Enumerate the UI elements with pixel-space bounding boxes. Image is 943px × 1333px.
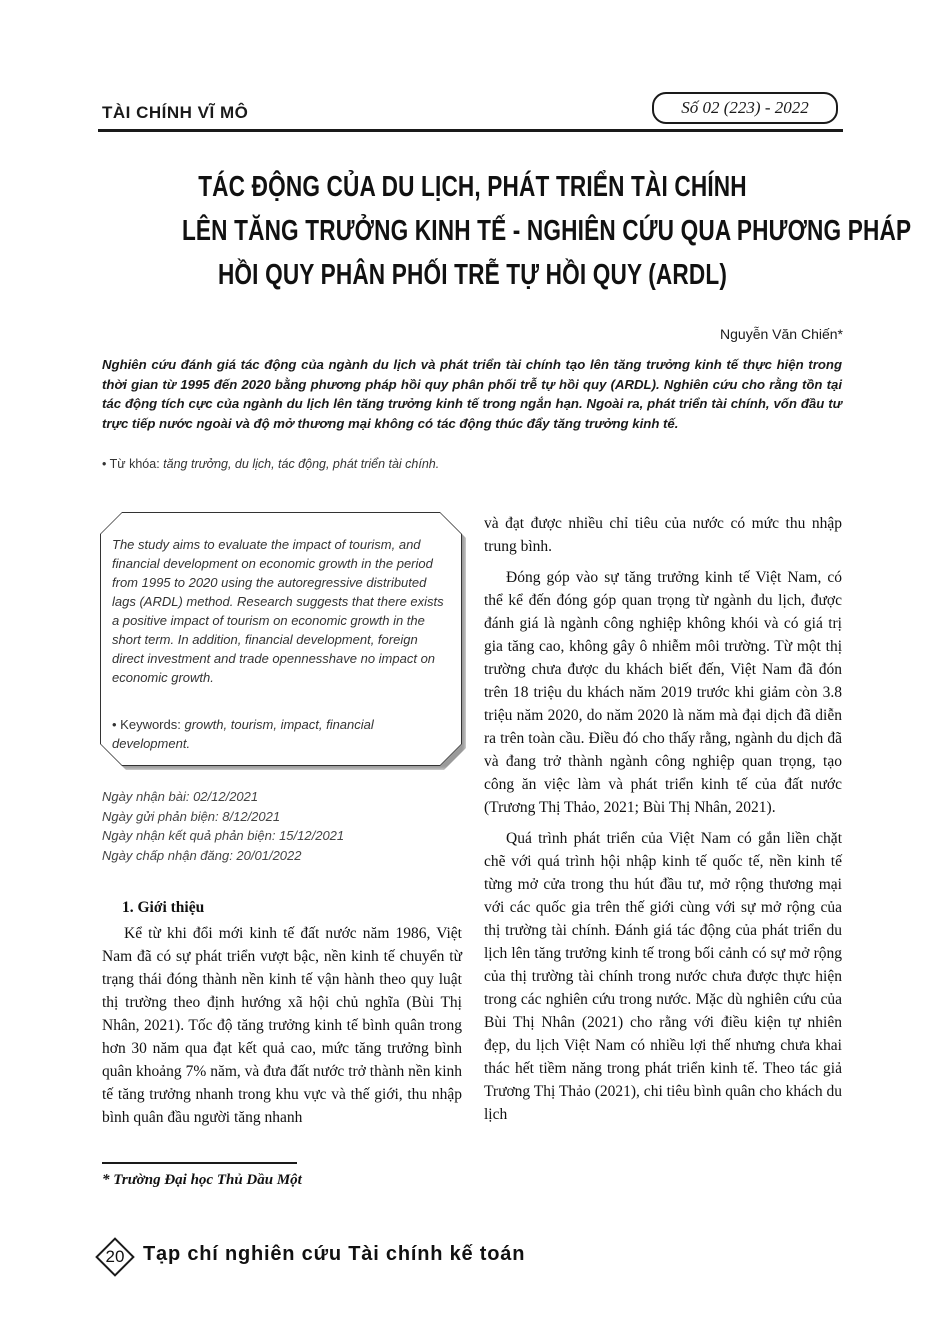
journal-name: Tạp chí nghiên cứu Tài chính kế toán xyxy=(143,1243,526,1265)
abstract-english: The study aims to evaluate the impact of tourism, and financial development on economic growth in the period from 1995 to 2020 using the autoregressive distributed lags (ARDL) method. Research suggests that there exists a positive impact of tourism on economic growth in the short term. In addition, financial development, foreign direct investment and trade opennesshave no impact on economic growth. xyxy=(112,537,444,685)
page-number-badge xyxy=(94,1236,136,1278)
body-paragraph: Đóng góp vào sự tăng trưởng kinh tế Việt Nam, có thể kể đến đóng góp quan trọng từ ngành du lịch, được đánh giá là ngành công nghiệp không khói và có giá trị gia tăng cao, không gây ô nhiễm môi trường. Từ một thị trường chưa được du khách biết đến, Việt Nam đã đón trên 18 triệu du khách năm 2019 trước khi giảm còn 3.8 triệu năm 2020, do năm 2020 là năm mà đại dịch đã diễn ra trên toàn cầu. Điều đó cho thấy rằng, ngành du dịch đã và đang trở thành ngành công nghiệp quan trọng, tạo công ăn việc làm và phát triển kinh tế của đất nước (Trương Thị Thảo, 2021; Bùi Thị Nhân, 2021). xyxy=(484,569,842,816)
date-review-result: Ngày nhận kết quả phản biện: 15/12/2021 xyxy=(102,828,345,843)
author-name: Nguyễn Văn Chiến* xyxy=(720,326,843,342)
submission-dates xyxy=(102,787,344,865)
body-paragraph: Quá trình phát triển của Việt Nam có gắn liền chặt chẽ với quá trình hội nhập kinh tế quốc tế, nền kinh tế từng mở cửa trong thu hút đầu tư, mở rộng thương mại với các quốc gia trên thế giới cùng với sự mở rộng của thị trường tài chính. Đánh giá tác động của phát triển du lịch lên tăng trưởng kinh tế trong bối cảnh có sự mở rộng của thị trường tài chính trong nước chưa được thực hiện trong các nghiên cứu trong nước. Mặc dù nghiên cứu của Bùi Thị Nhân (2021) cho rằng với điều kiện tự nhiên đẹp, du lịch Việt Nam có nhiều lợi thế nhưng chưa khai thác hết tiềm năng trong phát triển kinh tế. Theo tác giả Trương Thị Thảo (2021), chi tiêu bình quân cho khách du lịch xyxy=(484,830,842,1123)
date-accepted: Ngày chấp nhận đăng: 20/01/2022 xyxy=(102,847,302,863)
date-received: Ngày nhận bài: 02/12/2021 xyxy=(102,789,259,804)
abstract-vietnamese: Nghiên cứu đánh giá tác động của ngành du lịch và phát triển tài chính tạo lên tăng trưởng kinh tế thực hiện trong thời gian từ 1995 đến 2020 bằng phương pháp hồi quy phân phối trễ tự hồi quy (ARDL). Nghiên cứu cho rằng tồn tại tác động tích cực của ngành du lịch lên tăng trưởng kinh tế trong ngắn hạn. Ngoài ra, phát triển tài chính, vốn đầu tư trực tiếp nước ngoài và độ mở thương mại không có tác động thúc đẩy tăng trưởng kinh tế. xyxy=(102,357,842,431)
keywords-label: • Từ khóa: xyxy=(102,457,160,471)
page-number: 20 xyxy=(105,1247,125,1266)
article-title xyxy=(181,165,912,297)
left-column xyxy=(102,922,462,1129)
keywords-label: • Keywords: xyxy=(112,717,181,732)
issue-badge: Số 02 (223) - 2022 xyxy=(652,92,838,124)
date-sent-review: Ngày gửi phản biện: 8/12/2021 xyxy=(102,808,281,824)
keywords-english xyxy=(112,715,452,753)
title-line: TÁC ĐỘNG CỦA DU LỊCH, PHÁT TRIỂN TÀI CHÍNH xyxy=(198,171,747,203)
keywords-vietnamese xyxy=(102,457,439,471)
body-paragraph: Kể từ khi đổi mới kinh tế đất nước năm 1986, Việt Nam đã có sự phát triển vượt bậc, nền kinh tế chuyển từ trạng thái đóng thành nền kinh tế vận hành theo quy luật thị trường theo định hướng xã hội chủ nghĩa (Bùi Thị Nhân, 2021). Tốc độ tăng trưởng kinh tế bình quân trong hơn 30 năm qua đạt kết quả cao, mức tăng trưởng bình quân khoảng 7% năm, và đưa đất nước trở thành nền kinh tế tăng trưởng nhanh trong khu vực và thế giới, thu nhập bình quân đầu người tăng nhanh xyxy=(102,925,462,1126)
footnote-divider xyxy=(102,1162,297,1164)
footnote-affiliation: * Trường Đại học Thủ Dầu Một xyxy=(102,1172,302,1188)
header-divider xyxy=(98,129,843,132)
body-paragraph: và đạt được nhiều chỉ tiêu của nước có mức thu nhập trung bình. xyxy=(484,515,842,555)
keywords-list: growth, tourism, impact, financial development. xyxy=(112,717,374,751)
right-column xyxy=(484,512,842,1126)
keywords-list: tăng trưởng, du lịch, tác động, phát triển tài chính. xyxy=(163,457,440,471)
title-line: HỒI QUY PHÂN PHỐI TRỄ TỰ HỒI QUY (ARDL) xyxy=(217,259,728,291)
title-line: LÊN TĂNG TRƯỞNG KINH TẾ - NGHIÊN CỨU QUA PHƯƠNG PHÁP xyxy=(181,215,912,247)
section-heading: 1. Giới thiệu xyxy=(122,899,205,916)
section-label: TÀI CHÍNH VĨ MÔ xyxy=(102,103,249,122)
